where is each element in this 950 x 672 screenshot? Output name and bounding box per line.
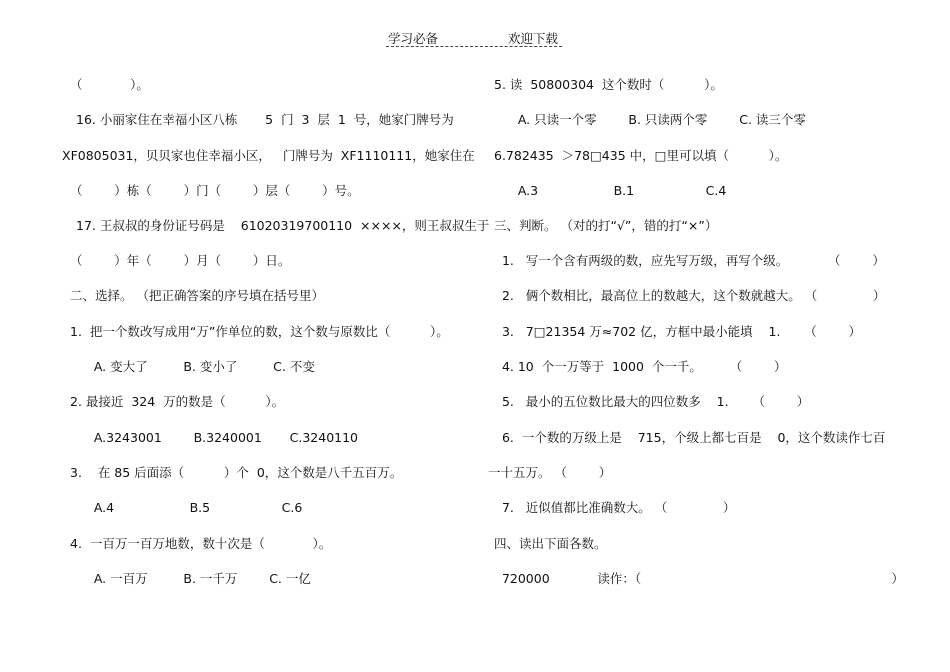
left-line-11: A.3243001 B.3240001 C.3240110 xyxy=(70,430,359,445)
left-line-2: 16. 小丽家住在幸福小区八栋 5 门 3 层 1 号，她家门牌号为 xyxy=(76,112,454,127)
right-line-8: 3. 7□21354 万≈702 亿，方框中最小能填 1. （ ） xyxy=(494,324,862,339)
right-line-13: 7. 近似值都比准确数大。 （ ） xyxy=(494,500,736,515)
left-line-12: 3. 在 85 后面添（ ）个 0，这个数是八千五百万。 xyxy=(70,465,403,480)
right-line-11: 6. 一个数的万级上是 715，个级上都七百是 0，这个数读作七百 xyxy=(494,430,886,445)
page-header xyxy=(0,29,950,49)
header-right-text: 欢迎下载 xyxy=(508,31,559,46)
right-line-10: 5. 最小的五位数比最大的四位数多 1. （ ） xyxy=(494,394,810,409)
header-rule xyxy=(386,46,562,47)
left-line-5: 17. 王叔叔的身份证号码是 61020319700110 ××××，则王叔叔生于 xyxy=(76,218,490,233)
right-line-12: 一十五万。 （ ） xyxy=(488,465,612,480)
right-line-7: 2. 俩个数相比，最高位上的数越大，这个数就越大。 （ ） xyxy=(494,288,886,303)
left-line-15: A. 一百万 B. 一千万 C. 一亿 xyxy=(70,571,311,586)
left-line-3: XF0805031，贝贝家也住幸福小区， 门牌号为 XF1110111，她家住在 xyxy=(62,148,475,163)
right-line-4: A.3 B.1 C.4 xyxy=(494,183,727,198)
right-line-1: 5. 读 50800304 这个数时（ ）。 xyxy=(494,77,723,92)
left-line-1: （ ）。 xyxy=(70,77,149,92)
left-line-8: 1. 把一个数改写成用“万”作单位的数，这个数与原数比（ ）。 xyxy=(70,324,449,339)
left-line-4: （ ）栋（ ）门（ ）层（ ）号。 xyxy=(70,183,360,198)
right-line-3: 6.782435 ＞78□435 中，□里可以填（ ）。 xyxy=(494,148,788,163)
left-line-7: 二、选择。 （把正确答案的序号填在括号里） xyxy=(70,288,324,303)
header-left-text: 学习必备 xyxy=(388,31,439,46)
right-line-5: 三、判断。 （对的打“√”，错的打“×”） xyxy=(494,218,718,233)
right-line-2: A. 只读一个零 B. 只读两个零 C. 读三个零 xyxy=(494,112,806,127)
left-line-6: （ ）年（ ）月（ ）日。 xyxy=(70,253,291,268)
left-line-9: A. 变大了 B. 变小了 C. 不变 xyxy=(70,359,315,374)
right-line-9: 4. 10 个一万等于 1000 个一千。 （ ） xyxy=(494,359,787,374)
left-line-10: 2. 最接近 324 万的数是（ ）。 xyxy=(70,394,285,409)
right-line-14: 四、读出下面各数。 xyxy=(494,536,607,551)
left-line-13: A.4 B.5 C.6 xyxy=(70,500,303,515)
left-line-14: 4. 一百万一百万地数，数十次是（ ）。 xyxy=(70,536,332,551)
right-line-15: 720000 读作：（ ） xyxy=(494,571,904,586)
right-line-6: 1. 写一个含有两级的数，应先写万级，再写个级。 （ ） xyxy=(494,253,885,268)
